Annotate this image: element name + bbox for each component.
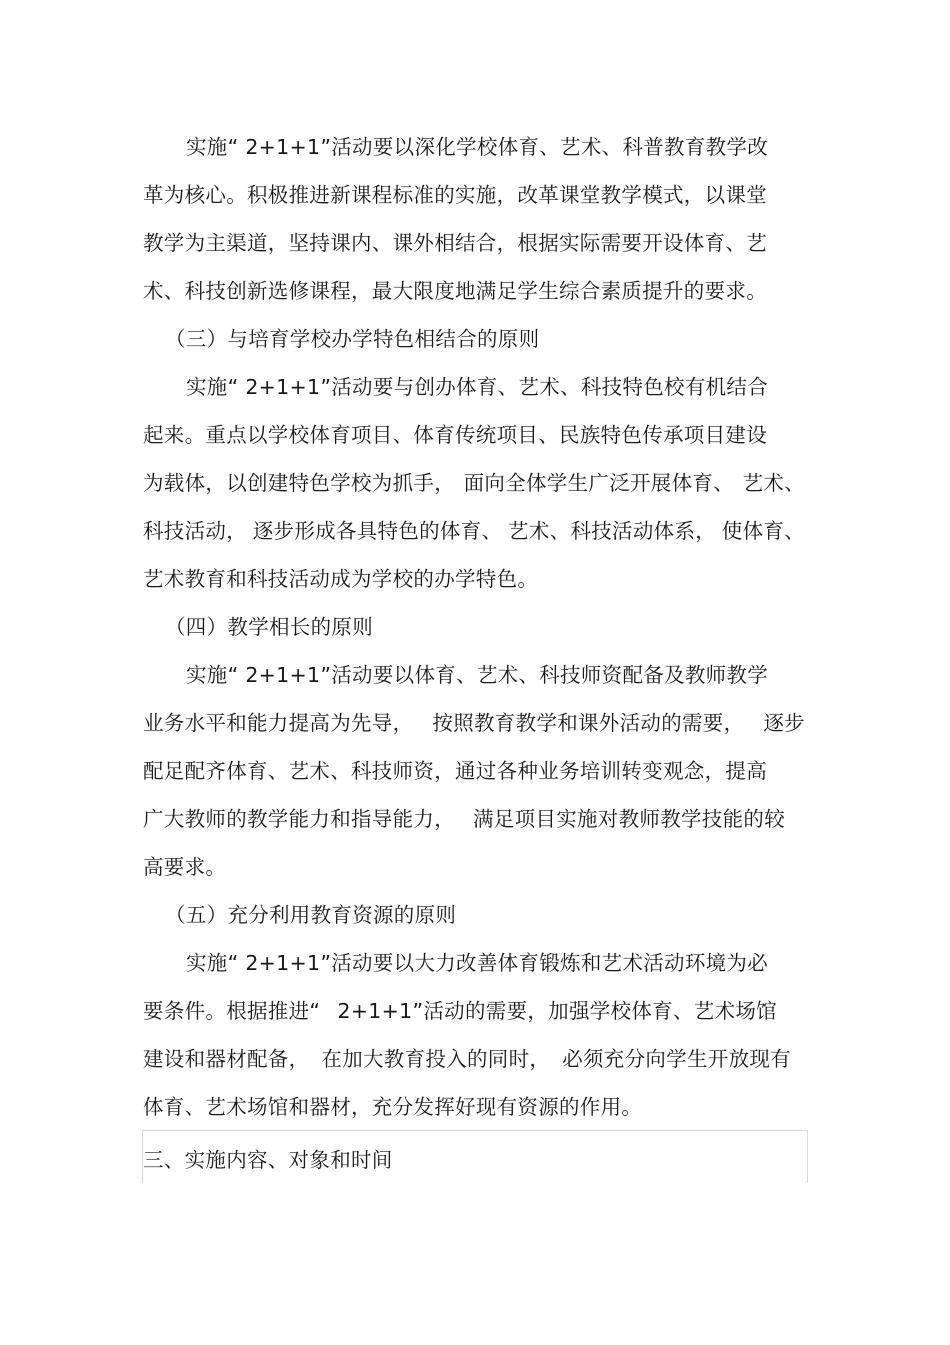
para4-line-4: 体育、艺术场馆和器材，充分发挥好现有资源的作用。 bbox=[143, 1095, 643, 1119]
para4-line-3 bbox=[143, 1045, 791, 1075]
heading-principle-4: （四）教学相长的原则 bbox=[165, 615, 373, 639]
para3-line-2-seg-2: 按照教育教学和课外活动的需要， bbox=[432, 711, 745, 735]
para4-line-3-seg-3: 必须充分向学生开放现有 bbox=[562, 1047, 791, 1071]
para4-line-2 bbox=[143, 997, 777, 1027]
para3-line-4 bbox=[143, 805, 785, 835]
para3-line-5: 高要求。 bbox=[143, 855, 227, 879]
para1-line-3: 教学为主渠道，坚持课内、课外相结合，根据实际需要开设体育、艺 bbox=[143, 231, 767, 255]
para3-line-2 bbox=[143, 709, 805, 739]
para3-line-3: 配足配齐体育、艺术、科技师资，通过各种业务培训转变观念，提高 bbox=[143, 759, 767, 783]
para2-line-4-seg-2: 逐步形成各具特色的体育、 bbox=[252, 519, 503, 543]
para3-line-2-seg-3: 逐步 bbox=[763, 711, 805, 735]
section-3-title: 三、实施内容、对象和时间 bbox=[143, 1148, 393, 1172]
para4-line-1: 实施“ 2+1+1”活动要以大力改善体育锻炼和艺术活动环境为必 bbox=[186, 951, 769, 975]
para2-line-3-seg-2: 面向全体学生广泛开展体育、 bbox=[463, 471, 734, 495]
para3-line-2-seg-1: 业务水平和能力提高为先导， bbox=[143, 711, 414, 735]
heading-principle-5: （五）充分利用教育资源的原则 bbox=[165, 903, 457, 927]
para4-line-2-seg-1: 要条件。根据推进“ bbox=[143, 999, 321, 1023]
para2-line-4 bbox=[143, 517, 805, 547]
para3-line-1: 实施“ 2+1+1”活动要以体育、艺术、科技师资配备及教师教学 bbox=[186, 663, 769, 687]
para2-line-1: 实施“ 2+1+1”活动要与创办体育、艺术、科技特色校有机结合 bbox=[186, 375, 769, 399]
heading-principle-3: （三）与培育学校办学特色相结合的原则 bbox=[165, 327, 540, 351]
para2-line-5: 艺术教育和科技活动成为学校的办学特色。 bbox=[143, 567, 539, 591]
para2-line-4-seg-1: 科技活动， bbox=[143, 519, 247, 543]
para1-line-4: 术、科技创新选修课程，最大限度地满足学生综合素质提升的要求。 bbox=[143, 279, 767, 303]
para2-line-3-seg-1: 为载体，以创建特色学校为抓手， bbox=[143, 471, 455, 495]
para2-line-3 bbox=[143, 469, 805, 499]
para2-line-4-seg-3: 艺术、科技活动体系， bbox=[508, 519, 717, 543]
para3-line-4-seg-2: 满足项目实施对教师教学技能的较 bbox=[473, 807, 785, 831]
para3-line-4-seg-1: 广大教师的教学能力和指导能力， bbox=[143, 807, 455, 831]
para4-line-3-seg-2: 在加大教育投入的同时， bbox=[321, 1047, 551, 1071]
para2-line-2: 起来。重点以学校体育项目、体育传统项目、民族特色传承项目建设 bbox=[143, 423, 767, 447]
para4-line-2-seg-2: 2+1+1”活动的需要，加强学校体育、艺术场馆 bbox=[337, 999, 777, 1023]
para1-line-1: 实施“ 2+1+1”活动要以深化学校体育、艺术、科普教育教学改 bbox=[186, 135, 769, 159]
para4-line-3-seg-1: 建设和器材配备， bbox=[143, 1047, 310, 1071]
para2-line-3-seg-3: 艺术、 bbox=[742, 471, 805, 495]
para1-line-2: 革为核心。积极推进新课程标准的实施，改革课堂教学模式，以课堂 bbox=[143, 183, 767, 207]
para2-line-4-seg-4: 使体育、 bbox=[721, 519, 805, 543]
